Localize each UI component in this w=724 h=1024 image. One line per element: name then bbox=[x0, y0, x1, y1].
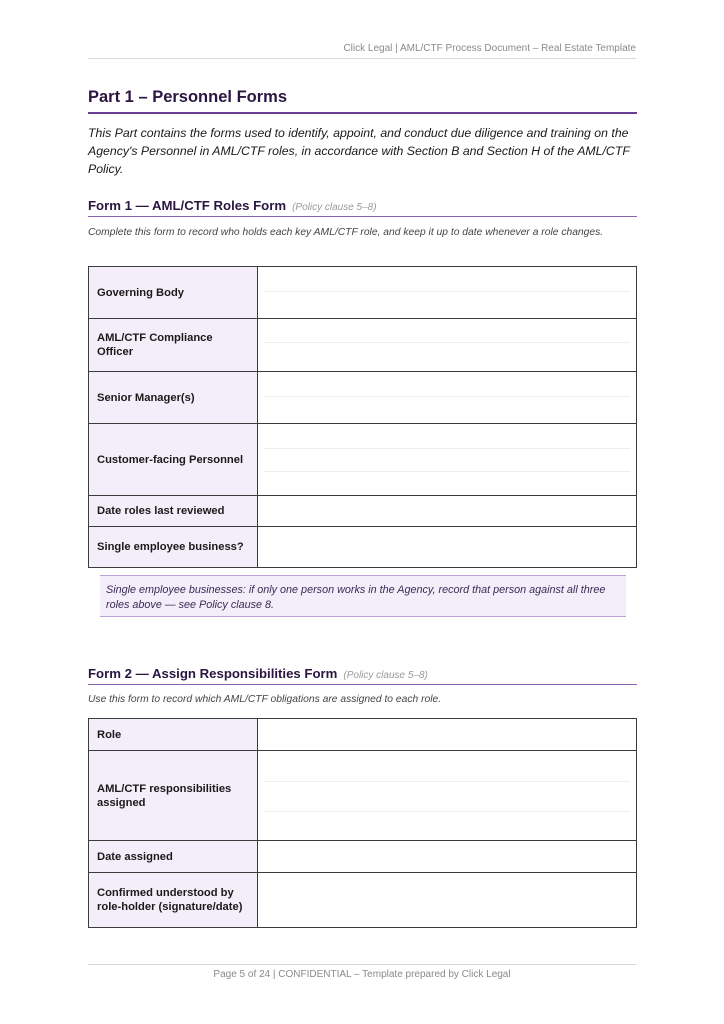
form2-table bbox=[88, 718, 637, 928]
form1-clause: (Policy clause 5–8) bbox=[292, 202, 377, 213]
single-employee-field[interactable] bbox=[258, 527, 637, 568]
part-intro: This Part contains the forms used to identify, appoint, and conduct due diligence and training on the Agency's Personnel in AML/CTF roles, in accordance with Section B and Section H of the AML/CTF Policy. bbox=[88, 126, 630, 176]
form1-row-compliance-officer bbox=[89, 319, 637, 372]
form1-label: Senior Manager(s) bbox=[89, 372, 258, 424]
confirmation-signature-field[interactable] bbox=[258, 873, 637, 928]
page-header: Click Legal | AML/CTF Process Document – Real Estate Template bbox=[88, 40, 636, 59]
responsibilities-field[interactable] bbox=[258, 751, 637, 841]
form2-row-responsibilities bbox=[89, 751, 637, 841]
form1-table bbox=[88, 266, 637, 568]
form1-row-single-employee bbox=[89, 527, 637, 568]
page-footer: Page 5 of 24 | CONFIDENTIAL – Template prepared by Click Legal bbox=[88, 964, 636, 985]
role-field[interactable] bbox=[258, 719, 637, 751]
form1-description: Complete this form to record who holds each key AML/CTF role, and keep it up to date whenever a role changes. bbox=[88, 227, 604, 238]
form1-row-customer-facing bbox=[89, 424, 637, 496]
part-title: Part 1 – Personnel Forms bbox=[88, 88, 637, 114]
form1-label: Single employee business? bbox=[89, 527, 258, 568]
form1-row-senior-managers bbox=[89, 372, 637, 424]
form2-label: AML/CTF responsibilities assigned bbox=[89, 751, 258, 841]
form2-title: Form 2 — Assign Responsibilities Form bbox=[88, 666, 338, 681]
form2-label: Role bbox=[89, 719, 258, 751]
form1-label: AML/CTF Compliance Officer bbox=[89, 319, 258, 372]
single-employee-note: Single employee businesses: if only one person works in the Agency, record that person against all three roles above — see Policy clause 8. bbox=[100, 575, 626, 617]
form1-row-date-reviewed bbox=[89, 496, 637, 527]
senior-managers-field[interactable] bbox=[258, 372, 637, 424]
customer-facing-field[interactable] bbox=[258, 424, 637, 496]
form1-title: Form 1 — AML/CTF Roles Form bbox=[88, 198, 287, 213]
form2-label: Confirmed understood by role-holder (signature/date) bbox=[89, 873, 258, 928]
form2-description: Use this form to record which AML/CTF obligations are assigned to each role. bbox=[88, 694, 442, 705]
compliance-officer-field[interactable] bbox=[258, 319, 637, 372]
form1-label: Governing Body bbox=[89, 267, 258, 319]
form2-row-confirmation bbox=[89, 873, 637, 928]
date-assigned-field[interactable] bbox=[258, 841, 637, 873]
form2-row-role bbox=[89, 719, 637, 751]
form2-heading bbox=[88, 666, 637, 685]
form1-label: Date roles last reviewed bbox=[89, 496, 258, 527]
form1-heading bbox=[88, 198, 637, 217]
form2-label: Date assigned bbox=[89, 841, 258, 873]
form2-row-date-assigned bbox=[89, 841, 637, 873]
form1-label: Customer-facing Personnel bbox=[89, 424, 258, 496]
date-reviewed-field[interactable] bbox=[258, 496, 637, 527]
governing-body-field[interactable] bbox=[258, 267, 637, 319]
form1-row-governing-body bbox=[89, 267, 637, 319]
form2-clause: (Policy clause 5–8) bbox=[343, 670, 428, 681]
